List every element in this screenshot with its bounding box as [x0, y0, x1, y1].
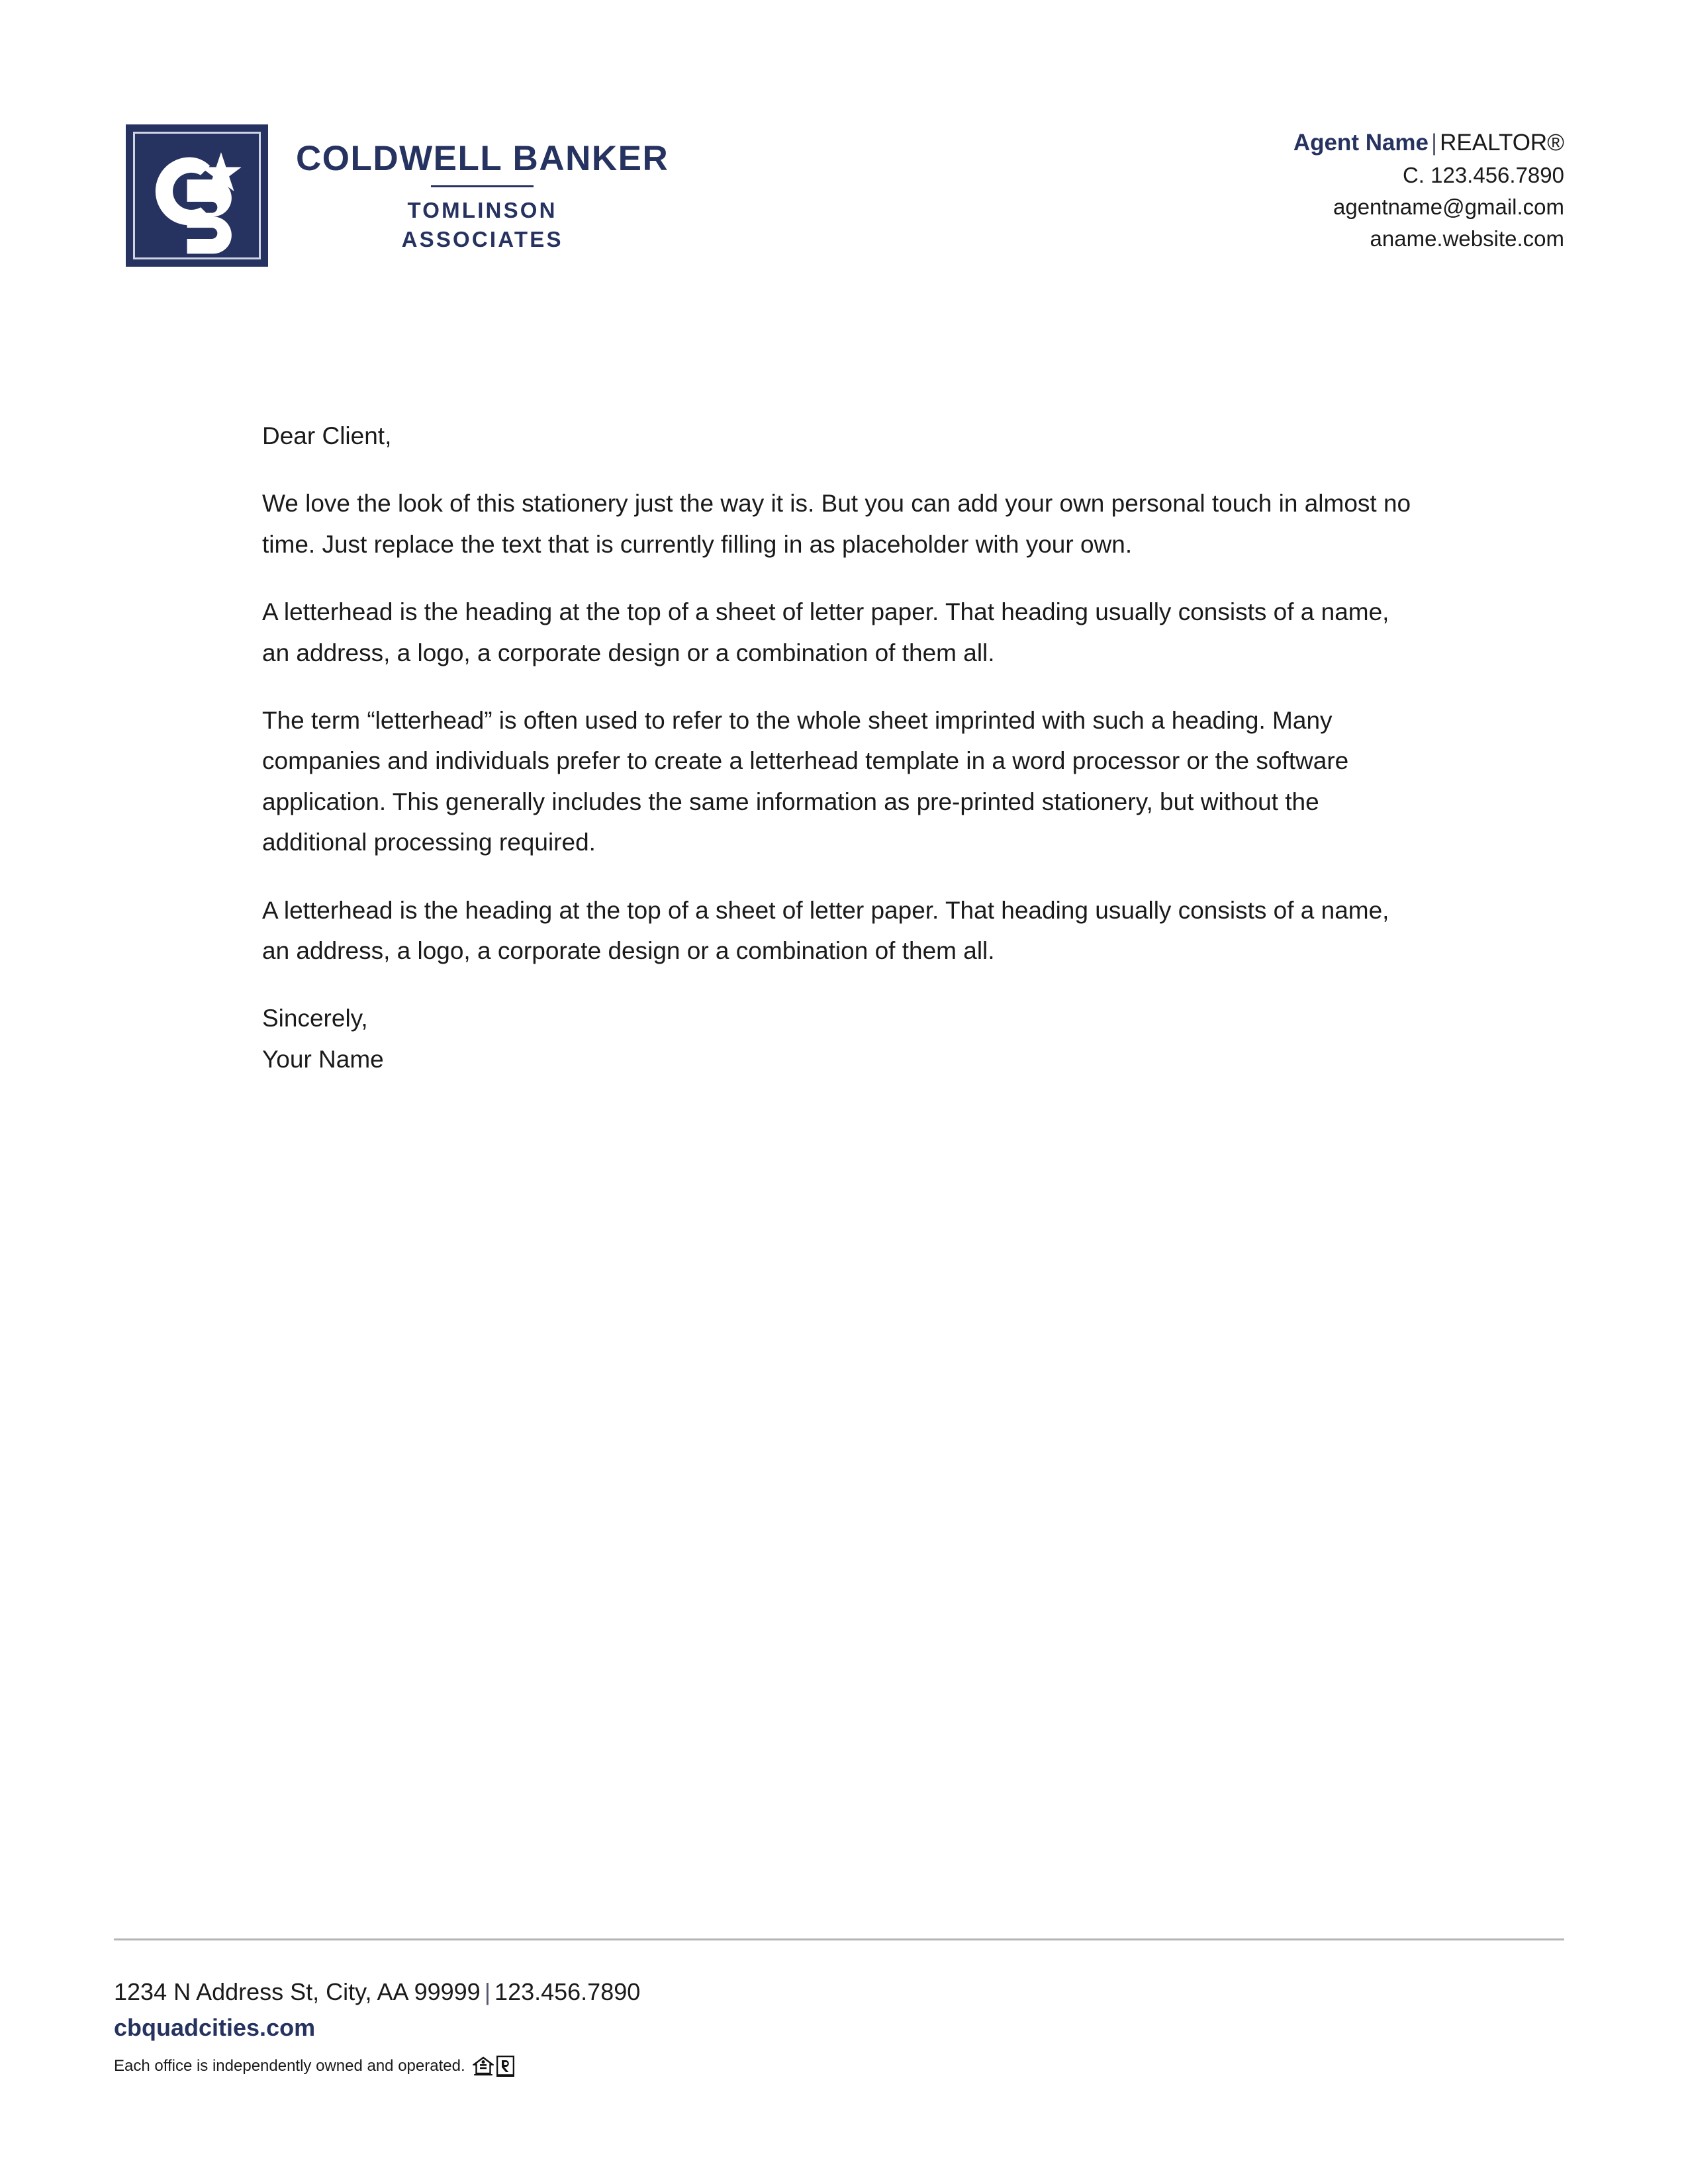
- letter-closing: Sincerely,: [262, 1005, 368, 1032]
- letter-closing-block: [262, 998, 1414, 1079]
- agent-email[interactable]: agentname@gmail.com: [1333, 195, 1564, 220]
- agent-website[interactable]: aname.website.com: [1370, 226, 1564, 251]
- agent-role: REALTOR®: [1440, 130, 1564, 156]
- brand-lockup: [126, 124, 669, 267]
- footer-address: 1234 N Address St, City, AA 99999: [114, 1978, 481, 2005]
- agent-contact-block: [1293, 126, 1564, 255]
- letter-paragraph-1: We love the look of this stationery just the way it is. But you can add your own personal touch in almost no time. Just replace the text that is currently filling in as placeholder with your own.: [262, 490, 1411, 558]
- realtor-r-icon: [496, 2056, 514, 2077]
- compliance-icons: [473, 2056, 514, 2077]
- letter-signature: Your Name: [262, 1045, 384, 1073]
- agent-phone[interactable]: C. 123.456.7890: [1402, 163, 1564, 188]
- letter-paragraph-2: A letterhead is the heading at the top of a sheet of letter paper. That heading usually consists of a name, an address, a logo, a corporate design or a combination of them all.: [262, 598, 1389, 666]
- footer-address-line: [114, 1976, 1564, 2008]
- coldwell-banker-logo-mark: [126, 124, 268, 267]
- brand-secondary-line-1: TOMLINSON: [407, 197, 557, 222]
- letter-paragraph-4: A letterhead is the heading at the top of a sheet of letter paper. That heading usually consists of a name, an address, a logo, a corporate design or a combination of them all.: [262, 896, 1389, 965]
- brand-secondary-name: [402, 196, 563, 254]
- page-footer: [114, 1938, 1564, 2077]
- letter-paragraph-3: The term “letterhead” is often used to refer to the whole sheet imprinted with such a heading. Many companies and individuals prefer to create a letterhead template in a word processor or the software application. This generally includes the same information as pre-printed stationery, but without the additional processing required.: [262, 707, 1349, 856]
- footer-separator: |: [484, 1978, 491, 2005]
- footer-disclaimer: Each office is independently owned and operated.: [114, 2057, 465, 2075]
- letter-salutation: Dear Client,: [262, 422, 392, 449]
- brand-wordmark: [296, 138, 669, 254]
- footer-phone[interactable]: 123.456.7890: [494, 1978, 641, 2005]
- footer-divider: [114, 1938, 1564, 1940]
- letter-body: [262, 416, 1414, 1079]
- page-header: [114, 113, 1564, 278]
- logo-inner-border: [133, 132, 261, 259]
- coldwell-banker-cb-star-icon: [135, 134, 259, 257]
- equal-housing-opportunity-icon: [473, 2056, 494, 2077]
- footer-disclaimer-row: [114, 2056, 1564, 2077]
- agent-name-role-line: [1293, 126, 1564, 159]
- brand-secondary-line-2: ASSOCIATES: [401, 226, 563, 251]
- brand-primary-name: COLDWELL BANKER: [296, 138, 669, 178]
- agent-separator: |: [1431, 130, 1438, 156]
- footer-website-link[interactable]: cbquadcities.com: [114, 2014, 316, 2042]
- wordmark-divider: [431, 185, 534, 187]
- agent-name: Agent Name: [1293, 130, 1429, 156]
